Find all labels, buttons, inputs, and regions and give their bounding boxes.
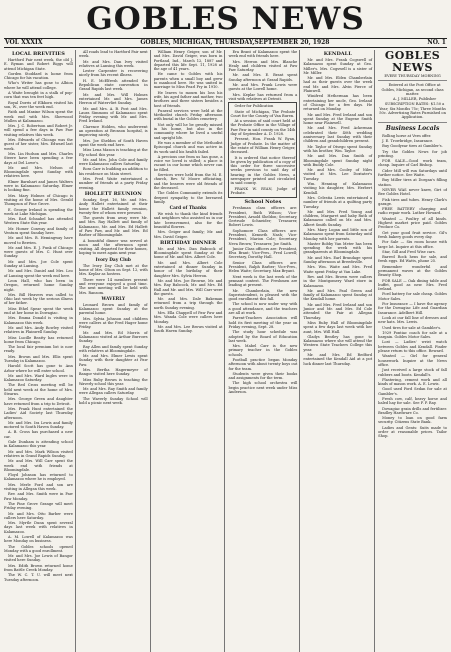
paragraph: Miss Ruby Hall of Bloomingdale spent a few days last week with her aunt, Mrs. Will Hall. [303,320,373,334]
waverly-heading: WAVERLY [101,296,126,302]
paragraph: A precious one from us has gone, a voice we loved is stilled; a place is vacant in our home which never can be filled. [153,154,223,172]
paragraph: Try the Gobles News for job printing. [378,149,447,158]
paragraph: Mr. Homer Conway and family of Ventura spent Sunday here. [4,226,73,235]
paragraph: There were 14 members present and everyone enjoyed a good time. The next meeting will be held with Mrs. Ransom. [78,277,148,295]
paragraph: The W. C. T. U. will meet next Tuesday afternoon. [4,573,73,582]
business-locals-heading: Business Locals [385,124,440,132]
paragraph: Era Brant of Kalamazoo spent the week end with friends here. [228,50,298,59]
paragraph: A Waite brought in a stalk of pop-corn that was ten feet high. [4,91,73,100]
local-brevities-body [4,58,73,582]
paragraph: H. E. McElfresh attended the Republican state convention in Grand Rapids last week. [78,78,148,92]
paragraph: The Pine Grove Grange will meet Friday evening. [4,501,73,511]
paragraph: SUBSCRIPTION RATES: $1.50 a Year; Six Months 75c; Three Months 50c. Advertising Rates Furnished on Application. [379,102,446,120]
paragraph: Rev. and Mrs. Brown were callers in the Montgomery Ward store in Kalamazoo. [303,274,373,288]
paragraph: Mrs. Geiger and family; Mr. and Mrs. David Geiger. [153,230,223,239]
paragraph: He was a member of the Methodist Episcopal church and was active in its work until his health failed. [153,140,223,154]
paragraph: Mrs. Celestia Lewis entertained a number of friends at a quilting party Tuesday. [303,195,373,209]
paragraph: Wanted — Girl for general housework. Inquire at the News office. [378,354,447,367]
paragraph: Harold Scott has gone to Ann Arbor where he will enter school. [4,364,73,373]
paragraph: Mr. and Mrs. Ira Lewis and family motored to South Haven Sunday. [4,420,73,430]
paragraph: Parent-Teachers Association will hold its first meeting of the year on Friday evening, Sept. 28. [228,316,298,329]
paragraph: Mrs. Edwards of Chicago was the guest of her sister, Mrs. Edward last week. [4,138,73,151]
paragraph: Mr. and Mrs. Dale Bakeman returned from a trip through the north Sunday evening. [153,297,223,310]
paragraph: Ross Carr is building an addition to his residence on Main street. [78,167,148,176]
school-notes-heading: School Notes [244,199,282,206]
school-notes-body [228,206,297,394]
paragraph: NEVER WAS never knew, Girt of Bee Gobles Hotel. [378,187,447,197]
paragraph: Mr. Chamberlain, the new Superintendent, is pleased with the good enrollment this fall. [228,288,298,302]
waverly-body [79,303,148,406]
paragraph: Used tires for sale at Gambler's. [382,325,442,330]
paragraph: For Sale — Six room house with large lot. Inquire at this office. [378,240,447,249]
paragraph: All roads lead to Hartford Fair next week. [78,50,148,59]
paragraph: Ray Allen and family spent Sunday with relatives at Bloomingdale. [78,344,148,353]
paragraph: Buy Miller tires at Dorgan's filling station. [378,178,447,187]
column-4-items [228,50,297,101]
paragraph: Mrs. George Green and daughter have returned from a trip to Detroit. [4,397,73,406]
paragraph: Mrs. Joe Sheldon of South Haven spent the week end here. [78,138,148,147]
paragraph: Mr. and Mrs. Nelson of Bloomingdale spent Sunday with relatives here. [4,165,73,179]
paragraph: The local fair premium list is now ready. [4,345,73,354]
paragraph: Gale Dunham is attending school in Kalamazoo this year. [4,440,73,449]
paragraph: Miss Ethel Spear spent the week end at her home in Dowagiac. [4,306,73,316]
paragraph: Mr. and Mrs. E. Brant spent Sunday afternoon at Grand Rapids. [228,73,298,82]
paragraph: Mr. and Mrs. Frank Lewis were guests at the Lowell home. [228,83,298,92]
volume-number: VOL XXXIX [5,39,43,46]
paragraph: Mr. and Mrs. Fred Ireland and son spent Sunday at the Eugene Smith home near Plainwell. [303,112,373,126]
paragraph: Mr. and Mrs. B. Hemingway have moved to Berrien. [4,236,73,245]
paragraph: A. J. MILLER, Publisher [392,97,437,102]
paragraph: Fisk tires and tubes. Henry Clark's garage. [378,197,447,206]
paragraph: FOR SALE — Oak dining table and buffet, good as new. Mrs. Fred Ireland. [378,278,447,292]
editorial-subtitle: EVERY THURSDAY MORNING [384,74,441,78]
paragraph: State of Michigan, The Probate Court for the County of Van Buren. [230,109,296,118]
paragraph: Miss Lena Mason is teaching at the Ely school this year. [78,148,148,157]
paragraph: 1929 Pontiac coach for sale at a bargain. Gobles Motor Sales. [378,330,447,340]
paragraph: The Ivory Day Club met at the home of Mrs. Olson on Sept. 12, with Mrs. Keplar as hostess. [78,263,148,277]
paragraph: Mr. and Mrs. Ward Ingles were in Kalamazoo Saturday. [4,373,73,383]
paragraph: For Insurance — I have the agency for the Dowagiac Life and Guardian Insurance. Adelbert Hill. [378,302,447,315]
paragraph: Rev. and Mrs. Smith were in Paw Paw Monday. [4,492,73,501]
hollett-reunion-heading: HOLLETT REUNION [84,190,142,197]
paragraph: Ford battery for sale cheap. Gobles Motor Sales. [378,292,447,301]
paragraph: Services were held from the M. E. church, Rev. W. Moore officiating, and the bearers were old friends of the deceased. [153,173,223,190]
paragraph: FOR SALE—Good work team, cheap. Inquire of Carl Bishop. [378,159,447,168]
paragraph: Mr. and Mrs. Fred Ireland and son Junior and Mr. and Mrs. Ed Cole attended the Fair at Allegan Thursday. [303,302,373,320]
column-2 [79,50,151,652]
paragraph: Wm. Henning of Kalamazoo visiting his daughter, Mrs. Herbert Kendall. [303,182,373,195]
paragraph: Remember wonderful and permanent waves at the Gobles Beauty Shop. [378,264,447,278]
card-of-thanks-heading: Card of Thanks [169,206,207,212]
paragraph: Cider Mill will run Saturdays until further notice. See Waite. [378,168,447,178]
paragraph: Mrs. Ella Chappell of Paw Paw and Mrs. Wanda Cole were callers here Monday. [153,311,223,324]
paragraph: The Red Cross meeting will be held next week at the home of Mrs. Stearns. [4,383,73,397]
paragraph: Mr. and Mrs. Albert Cole entertained at dinner Sunday in honor of the birthday of their daughter Mrs. Sylvia Herron. [153,260,223,278]
paragraph: Mrs. Merle Ford and son are visiting in Allegan this week. [4,482,73,492]
paragraph: Rolling horse at Vern offer. [382,133,432,138]
paragraph: Mrs. Bill Heavers was called to Ohio last week by the serious illness of her father. [4,292,73,306]
paragraph: Senior Class officers are: President, Ralph Barber; Vice-Pres., Helen Waite; Secretary, Max Bryant. [228,260,298,274]
paragraph: Get your good fruit service. Gil's fresh bakery goods every day. [378,230,447,239]
paragraph: Dowagiac grain drills and fertilizer. Bradley Hardware Co. [378,406,447,415]
paragraph: FREE BATTERY charging and radio repair work. Luther Howard. [378,207,447,216]
paragraph: Mr. and Mrs. Earl Brundage spent Sunday afternoon at Breedsville. [303,255,373,265]
paragraph: The guests from away were Mr. and Mrs. Ray Hallett and family of Kalamazoo, Mr. and Mrs. Ed Hallett of Paw Paw, and Mr. and Mrs. Ed Barber of Bloomingdale. [78,216,148,238]
paragraph: Mr. and Mrs. Will Holmes entertained Mr. and Mrs. James Herron of Watervliet Sunday. [78,92,148,106]
paragraph: Lester Carpenter is recovering nicely from his recent illness. [78,69,148,78]
masthead [4,2,447,38]
column-5 [303,50,375,652]
paragraph: Mr. and Mrs. Joe Browne, Mr. and Mrs. Ray Babcock, Mr. and Mrs. Ed Hall and Mr. and Mrs. Will Carr were the guests. [153,278,223,296]
paragraph: Mr. and Mrs. Daniel and Mrs. Leo of Lansing spent the week end here. [4,269,73,278]
paragraph: Funeral services were held at the Methodist church Friday afternoon with burial in the Gobles cemetery. [153,108,223,122]
card-of-thanks-body [154,212,223,239]
dateline [4,38,447,48]
paragraph: Sophomore Class officers are: President, Kenneth Nash; Vice-President, Marion Cole; Secretary, Neva Brown; Treasurer, Joe Smith. [228,228,298,246]
obituary-body [154,50,223,204]
paragraph: Mr. and Mrs. Elmer Lewis spent Sunday with their daughter at Paw Paw. [78,354,148,367]
local-brevities-heading: LOCAL BREVITIES [11,51,65,57]
paragraph: The study hour schedule was adopted by the Board of Education last week. [228,330,298,343]
divider [378,80,447,81]
birthday-dinner-body [154,247,223,334]
paragraph: Mrs. Lin Hudson and Mrs. Charles Steere have been spending a few days at Del Lowe's. [4,151,73,165]
paragraph: Lost — Ladies' wrist watch between Gobles and Kendall. Finder please return to this office. Reward. [378,340,447,354]
paragraph: Mr. and Mrs. Joe Cole spent Sunday at Lansing. [4,259,73,269]
paragraph: Mrs. Mabel Carr is the new primary teacher in the Gobles schools. [228,344,298,357]
paragraph: Mr. and Mrs. Dan Smith of Bloomingdale spent Sunday night with Buddy Cole. [303,154,373,167]
paragraph: Hartford Fair next week, the old J. E. Ryman and Robert Riggs will attend Michigan State. [4,58,73,71]
paragraph: Mr. and Mrs. Ray Smith and family were Allegan callers Saturday. [78,387,148,396]
divider [378,122,447,123]
paragraph: Mr. and Mrs. E. J. Funk of Chicago were guests of Mrs. C. Hunt over Sunday. [4,245,73,259]
paragraph: Leonard Brown and family of Kalamazoo spent Sunday at the parental home. [78,302,148,316]
paragraph: Mr. and Mrs. Elden Chamberlain had as their guests over the week end Mr. and Mrs. Alvin Pierce of Plainwell. [303,76,373,94]
paragraph: Mrs. Earl Schnabel has attended Western State this year. [4,217,73,226]
paragraph: Mr. and Mrs. Fred Young and children, Margaret and baby Ruth of Kalamazoo called on Mr. and Mrs. Albert Smith Sunday. [303,209,373,227]
paragraph: Barred Rock hens for sale, and fresh eggs. Ed Watts, phone 25. [378,255,447,264]
hollett-reunion-body [79,198,148,256]
paragraph: Mrs. Wm. Waite and Mrs. Fred Waite spent Friday at Van Lake. [303,265,373,274]
paragraph: Mrs. Sylvia Johnson and children were callers at the Fred Hager home Friday. [78,316,148,330]
paragraph: Mrs. Myrtle Dunn spent several days last week with relatives in Kalamazoo. [4,521,73,534]
paragraph: Mrs. Herron and Mrs. Blanche Healy and children visited at Paw Paw Saturday. [228,59,298,73]
paragraph: Present, Hon. Frank W. Ryan, Judge of Probate. In the matter of the estate of William Henry Geiger, deceased. [230,137,296,155]
birthday-dinner-heading: BIRTHDAY DINNER [160,239,217,246]
paragraph: Mr. and Mrs. Ed Redford entertained the Kendall Aid at a pot luck dinner last Thursday. [303,353,373,366]
paragraph: Good used Ford Sedan for sale at Gambler's. [378,387,447,396]
paragraph: Mr. Taylor of Otsego spent Sunday with his brother, Wm. Taylor. [303,144,373,153]
paragraph: The Gobles schools opened Monday with a good enrollment. [4,544,73,553]
paragraph: Leon Hall, who has been in Oregon, returned home Sunday night. [4,278,73,292]
paragraph: Miss Ruby Brown is teaching the Waverly school this year. [78,377,148,386]
paragraph: Mrs. Fred Waite entertained a number of friends at a party Friday evening. [78,177,148,190]
paragraph: E. George Ireland is spending the week at Lake Michigan. [4,207,73,216]
paragraph: Not only will he be greatly missed in his home, but also in the community where he lived a useful and upright life. [153,122,223,140]
paragraph: Mrs. Emma Donald is visiting in Kalamazoo this week. [4,316,73,325]
paragraph: Mr. and Mrs. Paul Green and family of Kalamazoo spent Sunday at the Kendall home. [303,288,373,302]
editorial-title: GOBLES NEWS [384,50,441,74]
paragraph: It is ordered that notice thereof be given by publication of a copy of this order for three successive weeks previous to said day of hearing in the Gobles News, a newspaper printed and circulated in said county. [230,155,296,186]
paragraph: Mr. and Mrs. A. B. Post and Mrs. Laura Simmons of Kalamazoo spent Friday evening with Mr. and Mrs. Fred Ireland. [78,106,148,124]
column-6 [378,50,447,652]
column-4 [228,50,300,652]
paragraph: Mrs. Keplar has returned from a visit with relatives at Detroit. [228,92,298,101]
column-1 [4,50,76,652]
legal-notice-box [228,102,297,198]
paragraph: Mr. and Mrs. Cooley of Niles visited at Mrs. Lee Doxtater's Tuesday. [303,168,373,181]
paragraph: Mr. and Mrs. Mark Wilson visited relatives in Grand Rapids Sunday. [4,449,73,458]
paragraph: Gorden Stoddard is home from Chicago for his vacation. [4,71,73,81]
paragraph: Mrs. Mary Logan and little son of Kalamazoo spent from Saturday until Monday with her parents. [303,227,373,241]
paragraph: The high school orchestra will begin practice next week under Miss Anderson. [228,381,298,395]
paragraph: Fresh cow, calf, heavy horse and baled hay for sale. See F. P. Ray. [378,397,447,406]
column-2-items [79,50,148,190]
paragraph: Mrs. Mary Holmes of Chicago is visiting at the home of Mrs. Gerald Thompson of Pine Grove. [4,193,73,207]
paragraph: Mr. and Mrs. Joe Lewis of Bangor visited here Sunday. [4,554,73,563]
paragraph: Just received a large stock of fall rubbers and boots. Kendall's. [378,368,447,377]
paragraph: Clarence Holden, who underwent an operation at Bronson hospital, is improving nicely. [78,124,148,138]
paragraph: Mr. and Mrs. John Cole and family were Kalamazoo callers Saturday. [78,157,148,167]
paragraph: Mrs. J. C. Robertson and Robert Jr. will spend a few days in Paw Paw visiting relatives this week. [4,124,73,137]
columns [4,50,447,652]
publication-info [378,83,447,119]
paragraph: Money to loan on good farm security. Citizens State Bank. [378,416,447,425]
paragraph: Order for Publication [234,104,274,109]
paragraph: Who's Writer has gone to Albion where he will attend college. [4,81,73,90]
paragraph: Mr. and Mrs. Andy Rowley visited relatives in Plainwell Sunday. [4,325,73,335]
paragraph: FRANK W. RYAN, Judge of Probate. [230,186,296,195]
paragraph: Mr. and Mrs. Ed Morris of Kalamazoo visited at Arthur Burrows Sunday. [78,330,148,344]
paragraph: Buy Goodyear tires at Gambler's. [382,144,443,149]
masthead-title: GOBLES NEWS [86,1,365,37]
paragraph: Football practice began Monday afternoon with about twenty boys out for the team. [228,358,298,371]
paragraph: Mrs. Edith Brown returned home from Battle Creek Monday. [4,563,73,573]
paragraph: Junior Class officers are: President, Elva Brant; Vice-Pres., Fred Lowell; Secretary, Dorothy Hall. [228,246,298,260]
paragraph: A. M. Lowell of Kalamazoo was here Monday on business. [4,534,73,544]
paragraph: Mr. and Mrs. Frank Cogswell of Kalamazoo spent Sunday at Geo. Miller's. Mrs. Cogswell is a sister of Mr. Miller. [303,58,373,75]
ivory-day-club-heading: Ivory Day Club [95,257,131,263]
paragraph: Floyd Johnson has returned to Kalamazoo where he is employed. [4,473,73,482]
paragraph: Winifred Hetherman has been entertaining her uncle, Geo. Ireland of Chicago for a few days. He returned on Monday. [303,94,373,112]
paragraph: Sunday, Sept. 16, Mr. and Mrs. Andy Hallett entertained at their home the Hallett family reunion, twenty-five of whom were present. [78,197,148,215]
paragraph: Students were given their books and assignments for the term. [228,371,298,381]
paragraph: Ladies and Gents: Suits made to order at reasonable prices. Tailor Shop. [378,425,447,439]
paragraph: Mr. and Mrs. Will Carr spent the week end with friends at Bloomingdale. [4,459,73,472]
paragraph: At a session of said court held at the Probate Office in the Village of Paw Paw in said county on the 14th day of September A. D. 1928. [230,119,296,137]
paragraph: Mr. and Mrs. Dan Babcock of Bloomingdale spent Sunday at the home of Mr. and Mrs. Albert Cole. [153,246,223,260]
paragraph: Miss Lucille Beatty has returned home from Chicago. [4,335,73,344]
paragraph: He came to Gobles with his parents when a small boy and grew to manhood here. He was united in marriage to Miss Pearl Fry in 1910. [153,72,223,90]
paragraph: The Waverly Sunday School will hold a picnic next week. [78,396,148,406]
column-3 [154,50,226,652]
issue-number: NO. 1 [427,39,446,46]
paragraph: Wanted — Poultry of all kinds. Highest market price paid. Gobles Produce Co. [378,216,447,230]
paragraph: We wish to thank the kind friends and neighbors who assisted us in our late bereavement, also for the beautiful flowers. [153,212,223,229]
paragraph: Mrs. Bertha Hagermeyer of Bangor visited here Sunday. [78,368,148,377]
paragraph: Next week is the last week of the pennant contest. The Freshmen are leading at present. [228,274,298,288]
paragraph: Entered at the Post Office at Gobles, Michigan, as second class matter. [381,83,444,96]
paragraph: Faith and Maxine Wilson spent the week end with Mrs. Sherwood Mullen at Kalamazoo. [4,110,73,123]
paragraph: Mr. and Mrs. Otto Barber were callers here Saturday. [4,511,73,520]
paragraph: Plastering, cement work and all kinds of mason work. A. E. Lewis. [378,377,447,387]
paragraph: Master Bobby Van Meter has been spending the week with his grandparents at Bloomingdale. [303,241,373,255]
paragraph: J. E. Trowbridge, Insurance. [382,138,434,143]
paragraph: Mr. and Mrs. Fred Ackerman celebrated their 40th wedding anniversary last Sunday with their children and grandchildren present. [303,126,373,144]
paragraph: Royal Dorris of Elkhorn visited his son, W., over the week end. [4,100,73,109]
paragraph: Gladys Bentley has gone to Kalamazoo where she will attend the Western State Teachers College this year. [303,334,373,352]
paragraph: Mr. and Mrs. Dan Ivey visited relatives at Lansing this week. [78,59,148,68]
ivory-day-club-body [79,264,148,295]
business-locals-body [378,134,447,439]
paragraph: Elmer Barnhart and James Walters were in Kalamazoo Saturday. Elmer is looking fine. [4,179,73,193]
paragraph: A. B. Cross has purchased a new car. [4,430,73,439]
kendall-heading: KENDALL [323,51,352,57]
paragraph: Freshman class officers are: President, Ruth Wilson; Vice-President, Arnold Sheldon; Secretary, Gertrude Schneider; Treasurer, Robert Lewis. [228,206,298,228]
paragraph: The school is now under way with a good attendance, and the teachers are all at work. [228,302,298,316]
kendall-body [303,58,372,366]
paragraph: Mr. and Mrs. Lee Brown visited at South Haven Sunday. [153,324,223,334]
paragraph: William Henry Geiger, son of Mr. and Mrs. David Geiger, was born in Portland, Ind., March 12, 1887 and departed this life Sept. 11, 1928 at the age of 41 years. [153,50,223,72]
paragraph: Mrs. Frank Hunt entertained the Ladies' Aid Society last Thursday afternoon. [4,406,73,420]
paragraph: Mrs. Brown and Mrs. Ellis spent Tuesday in Kalamazoo. [4,354,73,363]
paragraph: Star, Gill and Fred Wise cars. [382,249,436,254]
paragraph: The Gobles Community extends its deepest sympathy to the bereaved family. [153,191,223,204]
issue-date: GOBLES, MICHIGAN, THURSDAY,SEPTEMBER 20, 1928 [140,39,330,46]
paragraph: A bountiful dinner was served at noon and the afternoon spent visiting. All departed for their homes, hoping to meet again next year. [78,238,148,256]
paragraph: Look at our fall line of dresses and new hats. Mrs. Lewis. [378,315,447,325]
paragraph: He leaves to mourn his loss his wife, his aged father and mother, two brothers and three sisters besides a host of friends. [153,90,223,108]
